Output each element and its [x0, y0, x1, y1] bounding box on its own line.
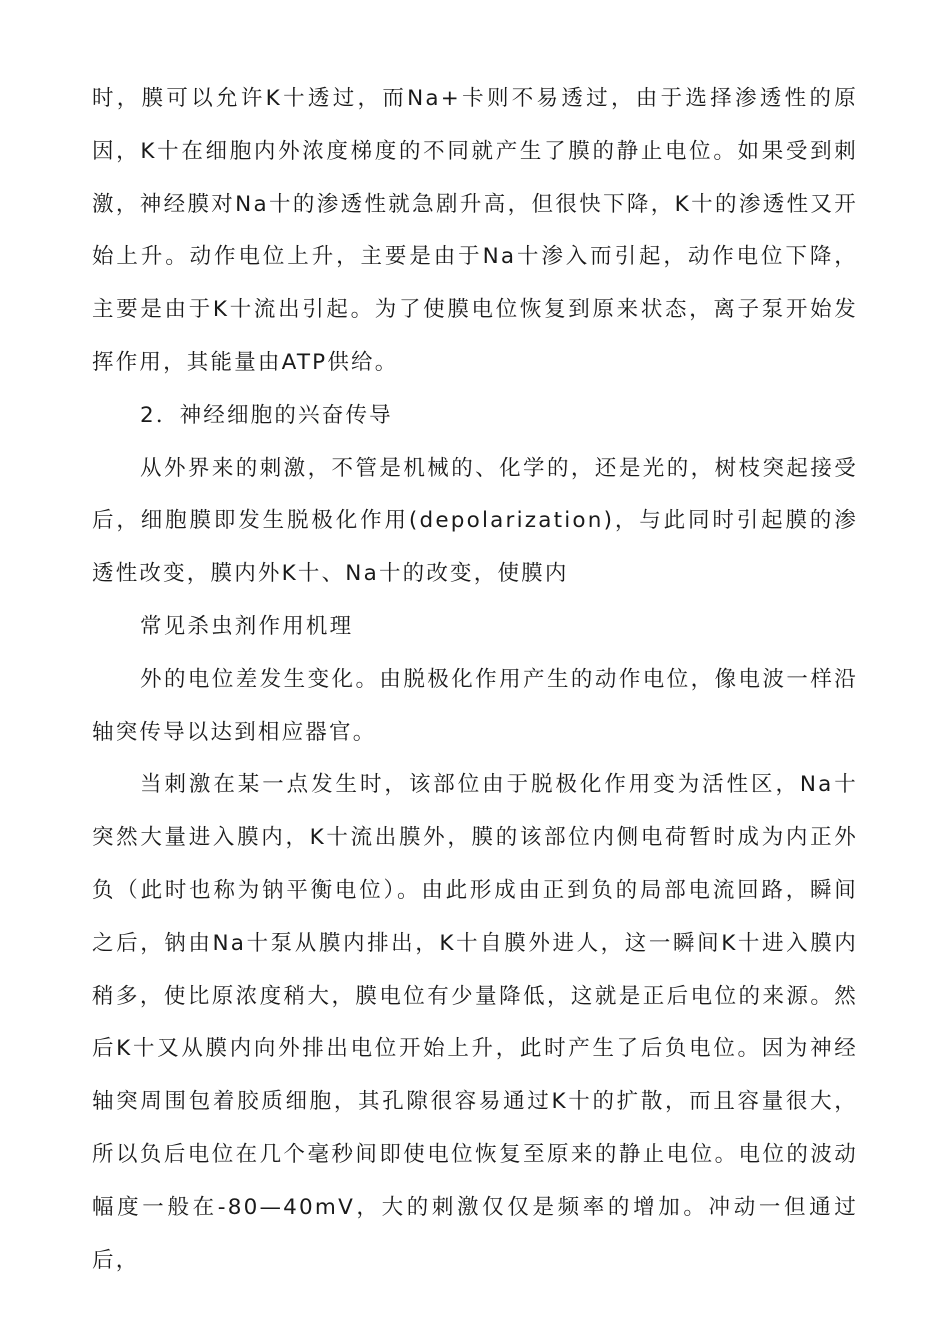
running-header-insecticide-mechanism: 常见杀虫剂作用机理: [140, 613, 354, 639]
section-heading-excitation-conduction: 2．神经细胞的兴奋传导: [140, 402, 393, 428]
paragraph-external-stimulus: 从外界来的刺激，不管是机械的、化学的，还是光的，树枝突起接受后，细胞膜即发生脱极化作用(depolarization)，与此同时引起膜的渗透性改变，膜内外K十、Na十的改变，使膜内: [92, 455, 858, 587]
paragraph-potential-difference: 外的电位差发生变化。由脱极化作用产生的动作电位，像电波一样沿轴突传导以达到相应器官。: [92, 666, 858, 745]
paragraph-membrane-potential: 时，膜可以允许K十透过，而Na+卡则不易透过，由于选择渗透性的原因，K十在细胞内外浓度梯度的不同就产生了膜的静止电位。如果受到刺激，神经膜对Na十的渗透性就急剧升高，但很快下降，K十的渗透性又开始上升。动作电位上升，主要是由于Na十渗入而引起，动作电位下降，主要是由于K十流出引起。为了使膜电位恢复到原来状态，离子泵开始发挥作用，其能量由ATP供给。: [92, 86, 858, 375]
paragraph-active-region: 当刺激在某一点发生时，该部位由于脱极化作用变为活性区，Na十突然大量进入膜内，K十流出膜外，膜的该部位内侧电荷暂时成为内正外负（此时也称为钠平衡电位）。由此形成由正到负的局部电流回路，瞬间之后，钠由Na十泵从膜内排出，K十自膜外进人，这一瞬间K十进入膜内稍多，使比原浓度稍大，膜电位有少量降低，这就是正后电位的来源。然后K十又从膜内向外排出电位开始上升，此时产生了后负电位。因为神经轴突周围包着胶质细胞，其孔隙很容易通过K十的扩散，而且容量很大，所以负后电位在几个毫秒间即使电位恢复至原来的静止电位。电位的波动幅度一般在-80—40mV，大的刺激仅仅是频率的增加。冲动一但通过后，: [92, 772, 858, 1273]
document-page: [92, 73, 858, 1287]
